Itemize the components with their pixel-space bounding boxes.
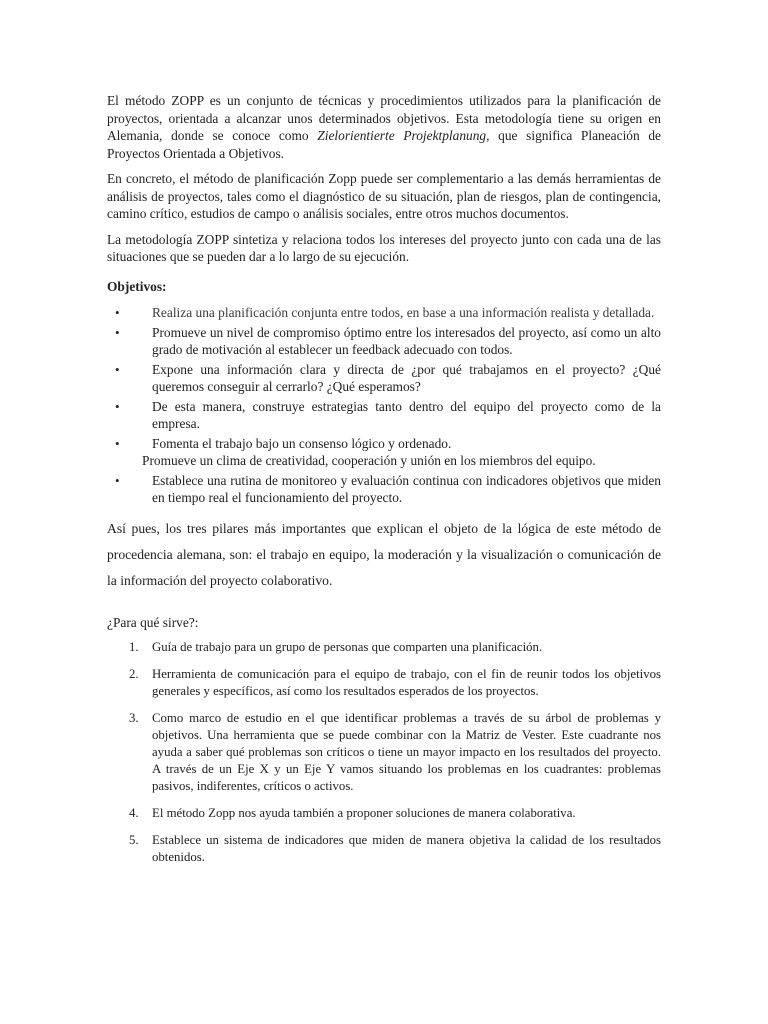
numbered-item-text: Como marco de estudio en el que identificar problemas a través de su árbol de problemas y objetivos. Una herramienta que se puede combinar con la Matriz de Vester. Este cuadrante nos ayuda a saber qué problemas son críticos o tiene un mayor impacto en los resultados del proyecto. A través de un Eje X y un Eje Y vamos situando los problemas en los cuadrantes: problemas pasivos, indiferentes, críticos o activos. [152, 711, 661, 793]
list-item [107, 472, 661, 507]
list-item [107, 304, 661, 322]
objetivos-list [107, 304, 661, 507]
document-page [107, 92, 661, 876]
intro-paragraph-2: En concreto, el método de planificación Zopp puede ser complementario a las demás herramientas de análisis de proyectos, tales como el diagnóstico de su situación, plan de riesgos, plan de contingencia, camino crítico, estudios de campo o análisis sociales, entre otros muchos documentos. [107, 171, 661, 221]
bullet-icon: • [115, 435, 120, 451]
item-number: 4. [129, 806, 139, 820]
list-item [107, 435, 661, 470]
list-item-text: Fomenta el trabajo bajo un consenso lógico y ordenado. [152, 435, 452, 451]
numbered-item [107, 805, 661, 822]
item-number: 5. [129, 833, 139, 847]
numbered-item [107, 832, 661, 866]
list-item-text: Expone una información clara y directa de ¿por qué trabajamos en el proyecto? ¿Qué queremos conseguir al cerrarlo? ¿Qué esperamos? [152, 361, 661, 394]
item-number: 3. [129, 711, 139, 725]
intro-p1-text-b: que significa Planeación de Proyectos Orientada a Objetivos. [107, 128, 661, 161]
list-item [107, 324, 661, 359]
bullet-icon: • [115, 305, 120, 320]
numbered-item [107, 710, 661, 795]
list-item-text: Promueve un nivel de compromiso óptimo entre los interesados del proyecto, así como un alto grado de motivación al establecer un feedback adecuado con todos. [152, 324, 661, 357]
numbered-item-text: El método Zopp nos ayuda también a proponer soluciones de manera colaborativa. [152, 806, 576, 820]
intro-p1-italic-term: Zielorientierte Projektplanung, [317, 128, 490, 143]
numbered-item-text: Guía de trabajo para un grupo de personas que comparten una planificación. [152, 640, 543, 654]
pillars-paragraph: Así pues, los tres pilares más importantes que explican el objeto de la lógica de este método de procedencia alemana, son: el trabajo en equipo, la moderación y la visualización o comunicación de la información del proyecto colaborativo. [107, 520, 661, 588]
list-item [107, 361, 661, 396]
intro-paragraph-1 [107, 92, 661, 162]
bullet-icon: • [115, 398, 120, 414]
objetivos-heading: Objetivos: [107, 278, 167, 294]
bullet-icon: • [115, 324, 120, 340]
list-item-text: De esta manera, construye estrategias tanto dentro del equipo del proyecto como de la empresa. [152, 398, 661, 431]
numbered-item [107, 666, 661, 700]
intro-paragraph-3: La metodología ZOPP sintetiza y relaciona todos los intereses del proyecto junto con cada una de las situaciones que se pueden dar a lo largo de su ejecución. [107, 231, 661, 264]
list-item-extra-text: Promueve un clima de creatividad, cooperación y unión en los miembros del equipo. [142, 453, 596, 468]
numbered-item-text: Herramienta de comunicación para el equipo de trabajo, con el fin de reunir todos los objetivos generales y específicos, así como los resultados esperados de los proyectos. [152, 667, 661, 698]
bullet-icon: • [115, 361, 120, 377]
para-que-list [107, 639, 661, 866]
list-item [107, 398, 661, 433]
intro-p1-text-a: El método ZOPP es un conjunto de técnicas y procedimientos utilizados para la planificación de proyectos, orientada a alcanzar unos determinados objetivos. Esta metodología tiene su origen en Alemania, donde se conoce como [107, 93, 661, 143]
item-number: 1. [129, 640, 139, 654]
bullet-icon: • [115, 472, 120, 488]
list-item-text: Realiza una planificación conjunta entre todos, en base a una información realista y detallada. [152, 305, 655, 320]
para-que-heading: ¿Para qué sirve?: [107, 614, 199, 630]
item-number: 2. [129, 667, 139, 681]
numbered-item [107, 639, 661, 656]
list-item-text: Establece una rutina de monitoreo y evaluación continua con indicadores objetivos que miden en tiempo real el funcionamiento del proyecto. [152, 472, 661, 505]
numbered-item-text: Establece un sistema de indicadores que miden de manera objetiva la calidad de los resultados obtenidos. [152, 833, 661, 864]
